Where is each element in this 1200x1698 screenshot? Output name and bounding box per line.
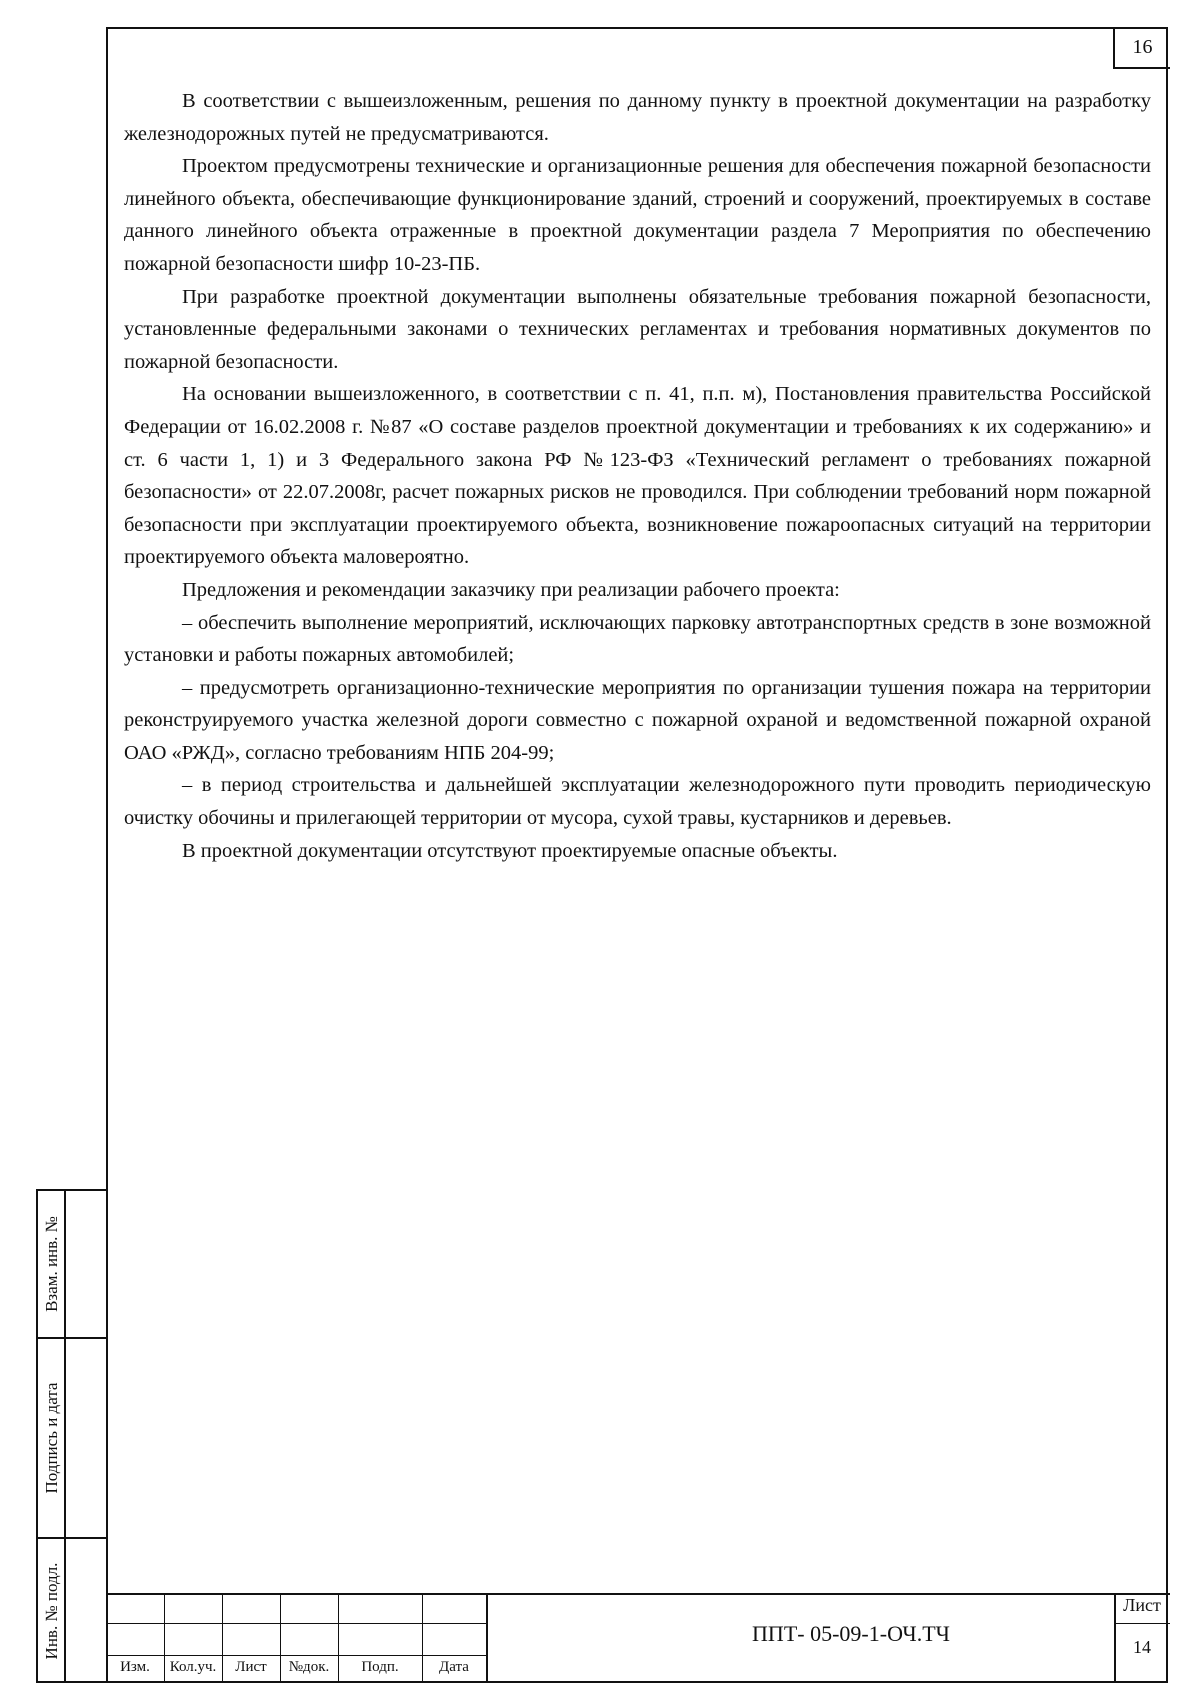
col-koluch: Кол.уч. [169,1659,217,1675]
side-cell-vzam [38,1191,106,1339]
paragraph-6: – обеспечить выполнение мероприятий, исключающих парковку автотранспортных средств в зоне возможной установки и работы пожарных автомобилей; [124,611,1151,667]
paragraph-1: В соответствии с вышеизложенным, решения по данному пункту в проектной документации на разработку железнодорожных путей не предусматриваются. [124,90,1151,145]
paragraph-9: В проектной документации отсутствуют проектируемые опасные объекты. [182,839,838,862]
title-block [106,1593,1170,1683]
side-cell-podpis [38,1339,106,1539]
paragraph-2: Проектом предусмотрены технические и организационные решения для обеспечения пожарной безопасности линейного объекта, обеспечивающие функционирование зданий, строений и сооружений, проектируемых в составе данного линейного объекта отраженные в проектной документации раздела 7 Мероприятия по обеспечению пожарной безопасности шифр 10-23-ПБ. [124,155,1151,275]
sheet-label: Лист [1123,1595,1161,1615]
side-label-podpis: Подпись и дата [42,1382,61,1494]
document-body [124,85,1151,867]
paragraph-8: – в период строительства и дальнейшей эксплуатации железнодорожного пути проводить периодическую очистку обочины и прилегающей территории от мусора, сухой травы, кустарников и деревьев. [124,774,1151,830]
side-label-inv: Инв. № подл. [42,1562,61,1660]
page-number: 16 [1113,27,1170,69]
sheet-number: 14 [1133,1637,1151,1657]
side-label-vzam: Взам. инв. № [42,1216,61,1312]
paragraph-3: При разработке проектной документации выполнены обязательные требования пожарной безопасности, установленные федеральными законами о технических регламентах и требования нормативных документов по пожарной безопасности. [124,285,1151,373]
paragraph-4: На основании вышеизложенного, в соответствии с п. 41, п.п. м), Постановления правительства Российской Федерации от 16.02.2008 г. №87 «О составе разделов проектной документации и требованиях к их содержанию» и ст. 6 части 1, 1) и 3 Федерального закона РФ №123-ФЗ «Технический регламент о требованиях пожарной безопасности» от 22.07.2008г, расчет пожарных рисков не проводился. При соблюдении требований норм пожарной безопасности при эксплуатации проектируемого объекта, возникновение пожароопасных ситуаций на территории проектируемого объекта маловероятно. [124,383,1151,569]
side-stamp [36,1189,106,1683]
paragraph-7: – предусмотреть организационно-технические мероприятия по организации тушения пожара на территории реконструируемого участка железной дороги совместно с пожарной охраной и ведомственной пожарной охраной ОАО «РЖД», согласно требованиям НПБ 204-99; [124,676,1151,764]
col-data: Дата [439,1659,469,1675]
col-podp: Подп. [361,1659,399,1675]
col-list: Лист [235,1659,267,1675]
paragraph-5: Предложения и рекомендации заказчику при реализации рабочего проекта: [182,578,840,601]
col-ndok: №док. [288,1659,330,1675]
side-cell-inv [38,1539,106,1683]
col-izm: Изм. [120,1659,150,1675]
document-code: ППТ- 05-09-1-ОЧ.ТЧ [752,1621,950,1646]
